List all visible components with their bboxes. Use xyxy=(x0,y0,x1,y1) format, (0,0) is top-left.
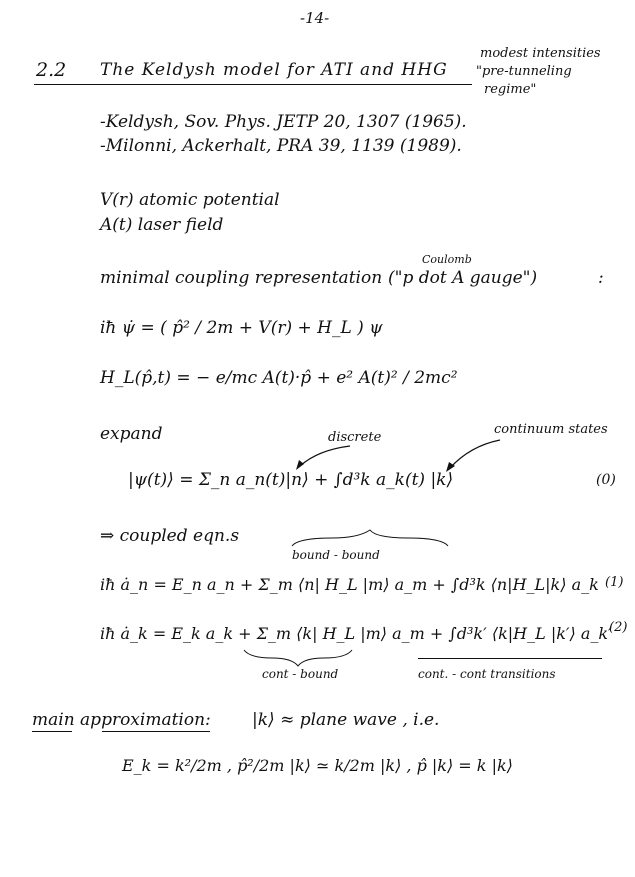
definition-potential: V(r) atomic potential xyxy=(100,190,280,210)
page-number: -14- xyxy=(300,9,330,27)
cont-cont-note: cont. - cont transitions xyxy=(418,667,556,681)
coupled-equation-bound: iħ ȧ_n = E_n a_n + Σ_m ⟨n| H_L |m⟩ a_m + ∫d³k ⟨n|H_L|k⟩ a_k xyxy=(100,575,599,594)
coupled-equation-continuum: iħ ȧ_k = E_k a_k + Σ_m ⟨k| H_L |m⟩ a_m + ∫d³k′ ⟨k|H_L |k′⟩ a_k′ xyxy=(100,624,612,643)
side-note-regime: regime" xyxy=(484,82,537,97)
expand-label: expand xyxy=(100,424,163,444)
minimal-coupling-label: minimal coupling representation xyxy=(100,268,383,288)
schrodinger-equation: iħ ψ̇ = ( p̂² / 2m + V(r) + H_L ) ψ xyxy=(100,318,383,338)
coulomb-note: Coulomb xyxy=(422,253,472,266)
gauge-label: ("p dot A gauge") xyxy=(388,268,538,288)
equation-number-1: (1) xyxy=(605,575,624,590)
continuum-note: continuum states xyxy=(494,422,608,437)
discrete-note: discrete xyxy=(328,430,382,445)
coupling-colon: : xyxy=(598,268,604,288)
interaction-hamiltonian: H_L(p̂,t) = − e/mc A(t)·p̂ + e² A(t)² / 2mc² xyxy=(100,368,458,388)
bound-bound-note: bound - bound xyxy=(292,548,380,562)
side-note-pretunneling: "pre-tunneling xyxy=(476,64,572,79)
definition-field: A(t) laser field xyxy=(100,215,224,235)
reference-keldysh: -Keldysh, Sov. Phys. JETP 20, 1307 (1965). xyxy=(100,112,467,132)
equation-number-2: (2) xyxy=(609,620,628,635)
equation-number-0: (0) xyxy=(596,472,616,488)
section-title: The Keldysh model for ATI and HHG xyxy=(100,60,448,80)
side-note-intensities: modest intensities xyxy=(480,46,601,61)
main-underline xyxy=(32,731,72,732)
cont-cont-overline xyxy=(418,658,602,659)
plane-wave-statement: |k⟩ ≈ plane wave , i.e. xyxy=(252,710,440,730)
state-expansion: |ψ(t)⟩ = Σ_n a_n(t)|n⟩ + ∫d³k a_k(t) |k⟩ xyxy=(128,470,454,490)
reference-milonni: -Milonni, Ackerhalt, PRA 39, 1139 (1989). xyxy=(100,136,462,156)
cont-bound-note: cont - bound xyxy=(262,667,339,681)
section-number: 2.2 xyxy=(36,59,67,81)
main-approximation-label: main approximation: xyxy=(32,710,211,730)
coupled-equations-label: ⇒ coupled eqn.s xyxy=(100,526,240,546)
approximation-underline xyxy=(102,731,210,732)
plane-wave-relations: E_k = k²/2m , p̂²/2m |k⟩ ≃ k/2m |k⟩ , p̂ |k⟩ = k |k⟩ xyxy=(122,756,513,775)
